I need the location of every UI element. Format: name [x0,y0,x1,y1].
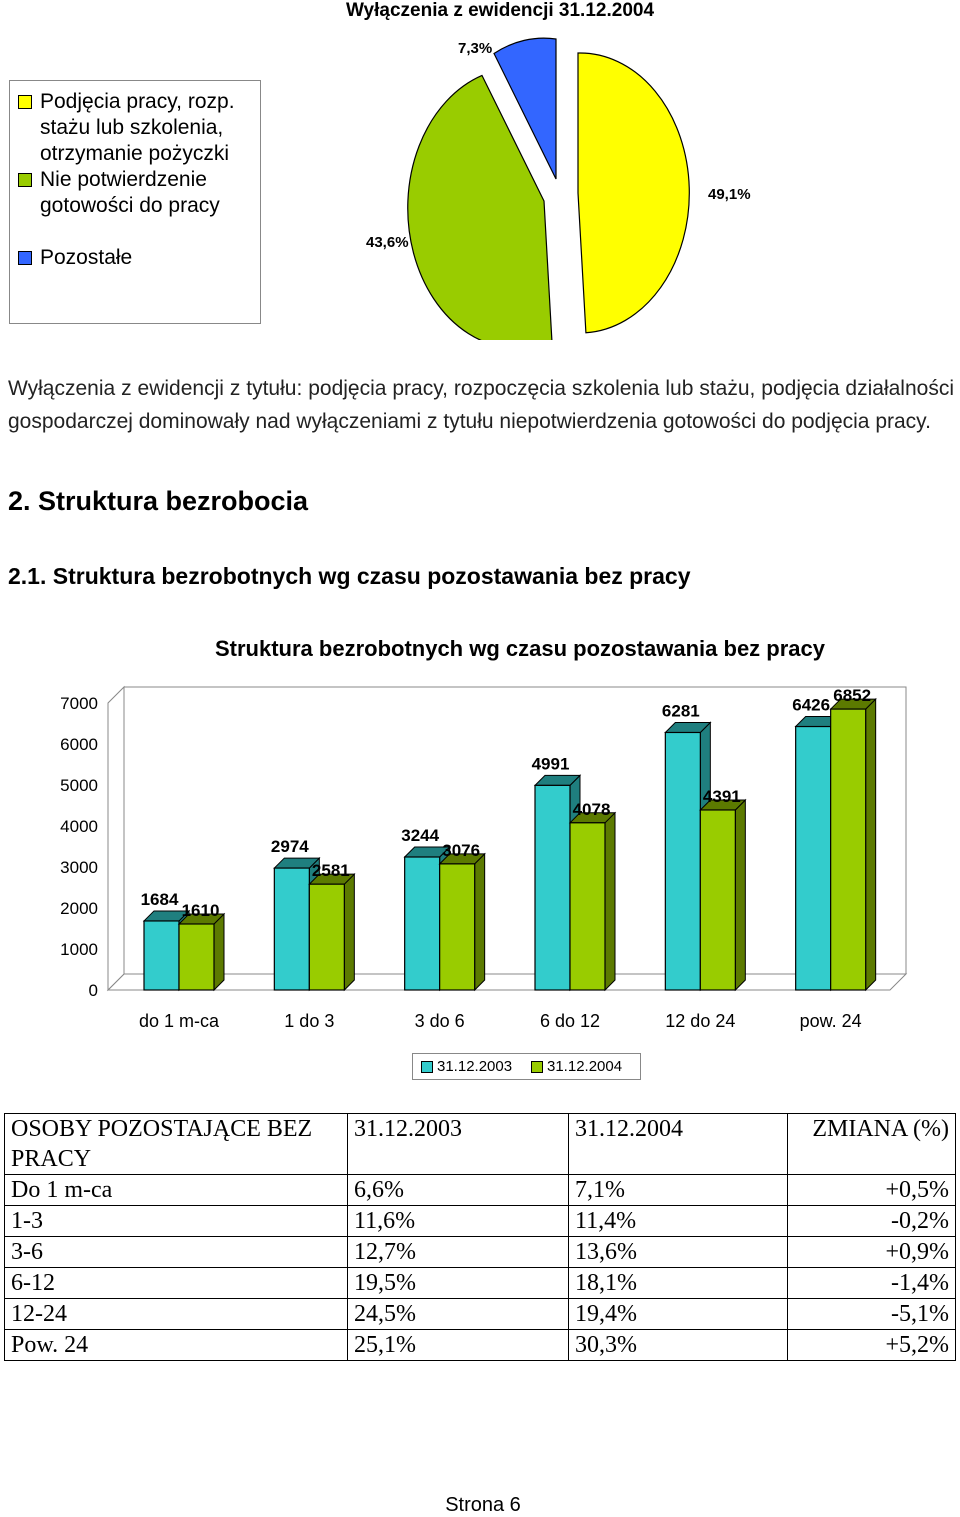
pie-slice [578,53,689,333]
table-cell: Do 1 m-ca [5,1175,348,1206]
table-cell: 13,6% [569,1237,788,1268]
bar-data-label: 6426 [792,695,831,715]
x-tick-label: 12 do 24 [665,1011,736,1031]
x-tick-label: 3 do 6 [414,1011,465,1031]
bar-chart [0,660,960,1050]
legend-label: Nie potwierdzenie gotowości do pracy [40,168,220,217]
x-tick-label: 6 do 12 [539,1011,601,1031]
legend-swatch [421,1061,433,1073]
bar-data-label: 1684 [140,889,179,909]
pie-slice-label: 43,6% [366,234,409,251]
bar-side [344,874,354,990]
table-row [5,1330,956,1361]
bar [796,727,831,990]
section-heading: 2. Struktura bezrobocia [8,486,309,516]
table-cell: +0,5% [788,1175,956,1206]
pie-slice-label: 7,3% [458,40,493,57]
bar [535,785,570,990]
bar-chart-title: Struktura bezrobotnych wg czasu pozostawania bez pracy [214,636,826,661]
table-cell: -1,4% [788,1268,956,1299]
legend-label: 31.12.2004 [547,1058,623,1075]
bar-data-label: 3076 [442,840,481,860]
bar-side [605,813,615,990]
bar-data-label: 4991 [531,754,570,774]
y-tick-label: 1000 [60,940,98,959]
chart-floor [108,974,906,990]
bar-data-label: 4078 [572,799,611,819]
bar [831,709,866,990]
table-header-cell: 31.12.2003 [348,1114,569,1175]
table-cell: 11,6% [348,1206,569,1237]
y-tick-label: 2000 [60,899,98,918]
bar-data-label: 6852 [833,686,872,706]
table-cell: 7,1% [569,1175,788,1206]
x-tick-label: 1 do 3 [284,1011,335,1031]
table-cell: 12-24 [5,1299,348,1330]
bar [570,823,605,990]
unemployment-structure-table [4,1113,956,1361]
table-row [5,1206,956,1237]
subsection-heading: 2.1. Struktura bezrobotnych wg czasu pozostawania bez pracy [8,563,691,589]
table-cell: 18,1% [569,1268,788,1299]
table-cell: 19,5% [348,1268,569,1299]
bar-data-label: 6281 [661,701,700,721]
table-cell: -5,1% [788,1299,956,1330]
bar [405,857,440,990]
bar [309,884,344,990]
chart-side-wall [108,687,124,990]
y-tick-label: 0 [88,981,98,1000]
legend-label: 31.12.2003 [437,1058,513,1075]
legend-label: Pozostałe [40,246,133,269]
table-cell: 24,5% [348,1299,569,1330]
table-cell: 6,6% [348,1175,569,1206]
table-row [5,1237,956,1268]
bar [274,868,309,990]
table-row [5,1175,956,1206]
legend-label: Podjęcia pracy, rozp. stażu lub szkolenia, otrzymanie pożyczki [40,90,235,165]
bar-data-label: 4391 [702,786,741,806]
x-tick-label: pow. 24 [799,1011,862,1031]
table-cell: +0,9% [788,1237,956,1268]
y-tick-label: 7000 [60,694,98,713]
table-cell: 1-3 [5,1206,348,1237]
table-row [5,1299,956,1330]
bar [700,810,735,990]
table-header-cell: 31.12.2004 [569,1114,788,1175]
table-cell: 3-6 [5,1237,348,1268]
bar-side [475,854,485,990]
bar-side [214,914,224,990]
x-tick-label: do 1 m-ca [138,1011,220,1031]
table-cell: 11,4% [569,1206,788,1237]
bar-data-label: 2581 [311,861,350,881]
bar [144,921,179,990]
table-cell: 25,1% [348,1330,569,1361]
bar-data-label: 2974 [270,837,309,857]
table-cell: -0,2% [788,1206,956,1237]
table-cell: 12,7% [348,1237,569,1268]
bar-side [735,800,745,990]
page-number: Strona 6 [445,1494,521,1516]
bar [665,732,700,990]
y-tick-label: 4000 [60,817,98,836]
bar-side [866,699,876,990]
legend-swatch [531,1061,543,1073]
y-tick-label: 5000 [60,776,98,795]
pie-slice-label: 49,1% [708,186,751,203]
chart-back-wall [124,687,906,974]
bar-data-label: 1610 [181,900,220,920]
y-tick-label: 3000 [60,858,98,877]
bar-data-label: 3244 [401,825,440,845]
table-header-row [5,1114,956,1175]
table-cell: +5,2% [788,1330,956,1361]
y-tick-label: 6000 [60,735,98,754]
bar [179,924,214,990]
table-cell: 19,4% [569,1299,788,1330]
bar [440,864,475,990]
table-cell: Pow. 24 [5,1330,348,1361]
body-paragraph: Wyłączenia z ewidencji z tytułu: podjęcia pracy, rozpoczęcia szkolenia lub stażu, podjęcia działalności gospodarczej dominowały nad wyłączeniami z tytułu niepotwierdzenia gotowości do podjęcia pracy. [8,377,954,433]
bar-legend [412,1053,641,1080]
table-row [5,1268,956,1299]
table-header-cell: ZMIANA (%) [788,1114,956,1175]
table-cell: 6-12 [5,1268,348,1299]
table-cell: 30,3% [569,1330,788,1361]
table-header-cell: OSOBY POZOSTAJĄCE BEZ PRACY [5,1114,348,1175]
pie-chart-title: Wyłączenia z ewidencji 31.12.2004 [345,0,655,21]
